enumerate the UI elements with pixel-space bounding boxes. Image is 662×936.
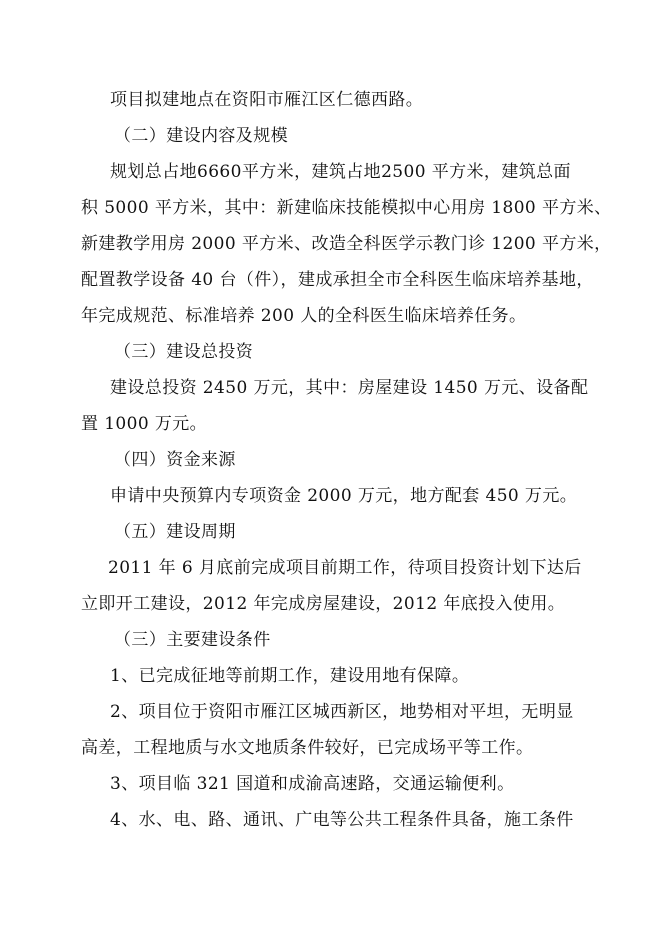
heading-construction-content: （二）建设内容及规模 [114, 126, 288, 146]
paragraph-scale-line4: 配置教学设备 40 台（件），建成承担全市全科医生临床培养基地， [81, 270, 594, 290]
paragraph-scale-line5: 年完成规范、标准培养 200 人的全科医生临床培养任务。 [81, 306, 527, 326]
condition-item-1: 1、已完成征地等前期工作，建设用地有保障。 [110, 666, 470, 686]
paragraph-scale-line2: 积 5000 平方米，其中：新建临床技能模拟中心用房 1800 平方米、 [81, 198, 612, 218]
condition-item-2-line1: 2、项目位于资阳市雁江区城西新区，地势相对平坦，无明显 [110, 702, 574, 722]
heading-construction-period: （五）建设周期 [114, 522, 236, 542]
heading-main-conditions: （三）主要建设条件 [114, 630, 271, 650]
paragraph-investment-line1: 建设总投资 2450 万元，其中：房屋建设 1450 万元、设备配 [110, 378, 589, 398]
paragraph-scale-line1: 规划总占地6660平方米，建筑占地2500 平方米，建筑总面 [110, 162, 571, 182]
paragraph-funding: 申请中央预算内专项资金 2000 万元，地方配套 450 万元。 [110, 486, 578, 506]
condition-item-2-line2: 高差，工程地质与水文地质条件较好，已完成场平等工作。 [81, 738, 534, 758]
paragraph-investment-line2: 置 1000 万元。 [81, 414, 208, 434]
condition-item-3: 3、项目临 321 国道和成渝高速路，交通运输便利。 [110, 774, 515, 794]
paragraph-scale-line3: 新建教学用房 2000 平方米、改造全科医学示教门诊 1200 平方米， [81, 234, 612, 254]
paragraph-location: 项目拟建地点在资阳市雁江区仁德西路。 [110, 90, 424, 110]
condition-item-4: 4、水、电、路、通讯、广电等公共工程条件具备，施工条件 [110, 810, 574, 830]
heading-total-investment: （三）建设总投资 [114, 342, 254, 362]
paragraph-period-line2: 立即开工建设，2012 年完成房屋建设，2012 年底投入使用。 [81, 594, 566, 614]
paragraph-period-line1: 2011 年 6 月底前完成项目前期工作，待项目投资计划下达后 [108, 558, 582, 578]
heading-funding-source: （四）资金来源 [114, 450, 236, 470]
